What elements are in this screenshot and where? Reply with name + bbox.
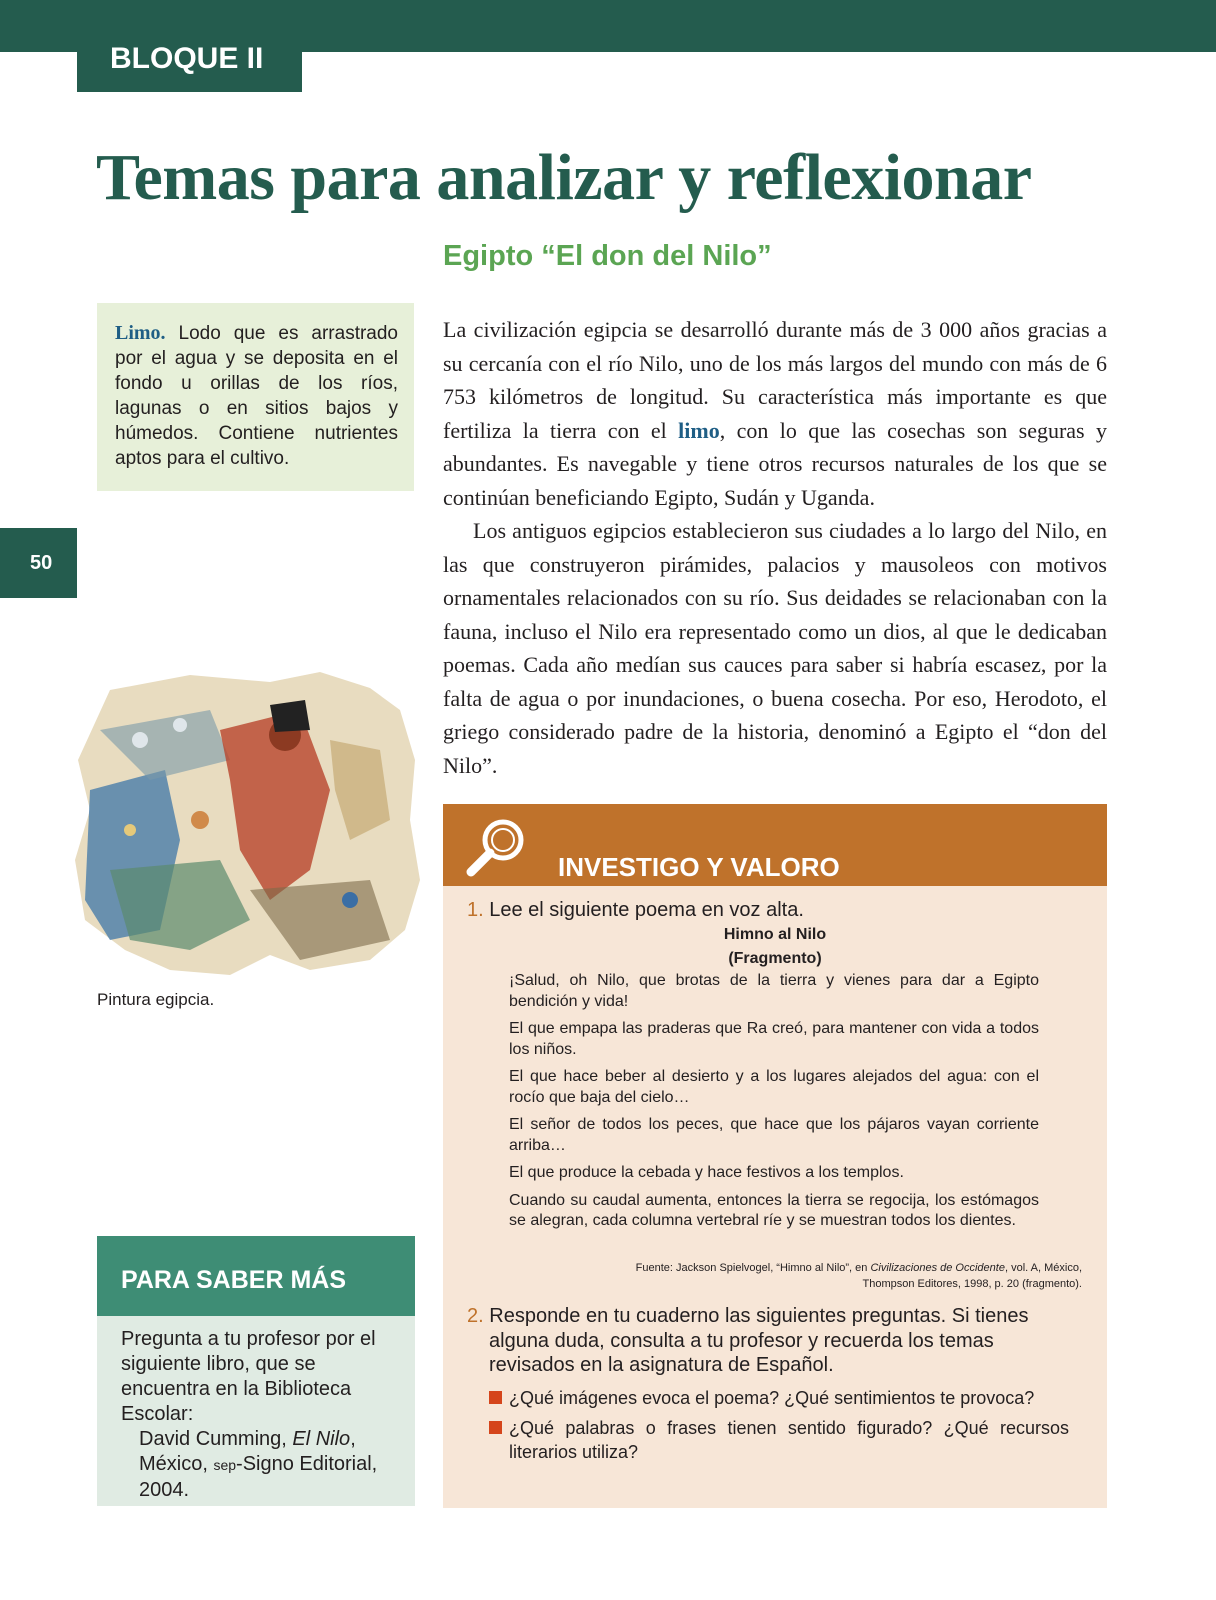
page-number: 50 bbox=[0, 528, 77, 598]
book-publisher-a: , México, bbox=[139, 1428, 356, 1475]
poem-line: Cuando su caudal aumenta, entonces la tierra se regocija, los estómagos se alegran, cada columna vertebral ríe y se muestran todos los dientes. bbox=[509, 1191, 1039, 1229]
poem-line: El que produce la cebada y hace festivos a los templos. bbox=[509, 1164, 904, 1181]
question-1-text: Lee el siguiente poema en voz alta. bbox=[489, 899, 804, 921]
question-2-text: Responde en tu cuaderno las siguientes preguntas. Si tienes alguna duda, consulta a tu profesor y recuerda los temas revisados en la asignatura de Español. bbox=[489, 1305, 1029, 1376]
image-caption: Pintura egipcia. bbox=[97, 990, 215, 1009]
investigo-body bbox=[443, 886, 1107, 1508]
paragraph-1-end: , con lo que las cosechas son seguras y abundantes. Es navegable y tiene otros recursos naturales de los que se continúan beneficiando Egipto, Sudán y Uganda. bbox=[443, 417, 1107, 510]
book-reference bbox=[121, 1427, 395, 1503]
book-publisher-sep: sep bbox=[213, 1457, 237, 1473]
bullet-square-icon bbox=[489, 1391, 502, 1404]
bullet-text: ¿Qué palabras o frases tienen sentido figurado? ¿Qué recursos literarios utiliza? bbox=[509, 1418, 1069, 1462]
book-title: El Nilo bbox=[292, 1428, 351, 1450]
paragraph-1 bbox=[443, 313, 1107, 514]
question-bullet bbox=[489, 1416, 1069, 1464]
source-text-a: Fuente: Jackson Spielvogel, “Himno al Nilo”, en bbox=[635, 1262, 871, 1274]
section-subtitle: Egipto “El don del Nilo” bbox=[443, 240, 772, 272]
egyptian-painting-image bbox=[70, 670, 422, 980]
poem-title: Himno al Nilo bbox=[723, 926, 827, 943]
bullet-square-icon bbox=[489, 1421, 502, 1434]
main-text bbox=[443, 313, 1107, 782]
poem-source bbox=[602, 1260, 1082, 1292]
bullet-text: ¿Qué imágenes evoca el poema? ¿Qué sentimientos te provoca? bbox=[509, 1388, 1035, 1408]
poem-line: El que empapa las praderas que Ra creó, para mantener con vida a todos los niños. bbox=[509, 1020, 1039, 1058]
question-2 bbox=[467, 1304, 1083, 1378]
question-1-number: 1. bbox=[467, 899, 484, 921]
source-text-b: , vol. A, México, Thompson Editores, 1998, p. 20 (fragmento). bbox=[862, 1262, 1082, 1290]
para-saber-mas-body bbox=[97, 1316, 415, 1506]
para-saber-mas-intro: Pregunta a tu profesor por el siguiente libro, que se encuentra en la Biblioteca Escolar: bbox=[121, 1328, 376, 1425]
glossary-box bbox=[97, 303, 414, 491]
poem bbox=[509, 971, 1039, 1239]
poem-subtitle: (Fragmento) bbox=[728, 950, 822, 967]
book-author: David Cumming, bbox=[139, 1428, 293, 1450]
source-title: Civilizaciones de Occidente bbox=[870, 1262, 1005, 1274]
investigo-header bbox=[443, 804, 1107, 886]
magnifying-glass-icon bbox=[461, 814, 531, 884]
block-label: BLOQUE II bbox=[77, 20, 302, 92]
poem-line: ¡Salud, oh Nilo, que brotas de la tierra y vienes para dar a Egipto bendición y vida! bbox=[509, 972, 1039, 1010]
question-2-number: 2. bbox=[467, 1305, 484, 1327]
glossary-term: Limo. bbox=[115, 322, 166, 344]
poem-line: El señor de todos los peces, que hace que los pájaros vayan corriente arriba… bbox=[509, 1116, 1039, 1154]
investigo-title: INVESTIGO Y VALORO bbox=[558, 852, 840, 882]
question-1 bbox=[467, 899, 804, 922]
para-saber-mas-heading: PARA SABER MÁS bbox=[97, 1236, 415, 1316]
glossary-definition: Lodo que es arrastrado por el agua y se deposita en el fondo u orillas de los ríos, lagunas o en sitios bajos y húmedos. Contiene nutrientes aptos para el cultivo. bbox=[115, 323, 398, 469]
paragraph-2: Los antiguos egipcios establecieron sus ciudades a lo largo del Nilo, en las que construyeron pirámides, palacios y mausoleos con motivos ornamentales relacionados con su río. Sus deidades se relacionaban con la fauna, incluso el Nilo era representado como un dios, al que le dedicaban poemas. Cada año medían sus cauces para saber si habría escasez, por la falta de agua o por inundaciones, o buena cosecha. Por eso, Herodoto, el griego considerado padre de la historia, denominó a Egipto el “don del Nilo”. bbox=[443, 518, 1107, 778]
book-publisher-b: -Signo Editorial, 2004. bbox=[139, 1453, 378, 1501]
paragraph-1-start: La civilización egipcia se desarrolló durante más de 3 000 años gracias a su cercanía con el río Nilo, uno de los más largos del mundo con más de 6 753 kilómetros de longitud. Su característica más importante es que fertiliza la tierra con el bbox=[443, 317, 1107, 443]
question-bullet bbox=[489, 1386, 1069, 1410]
page-title: Temas para analizar y reflexionar bbox=[96, 141, 1032, 214]
poem-line: El que hace beber al desierto y a los lugares alejados del agua: con el rocío que baja del cielo… bbox=[509, 1068, 1039, 1106]
keyword-limo: limo bbox=[678, 417, 720, 443]
